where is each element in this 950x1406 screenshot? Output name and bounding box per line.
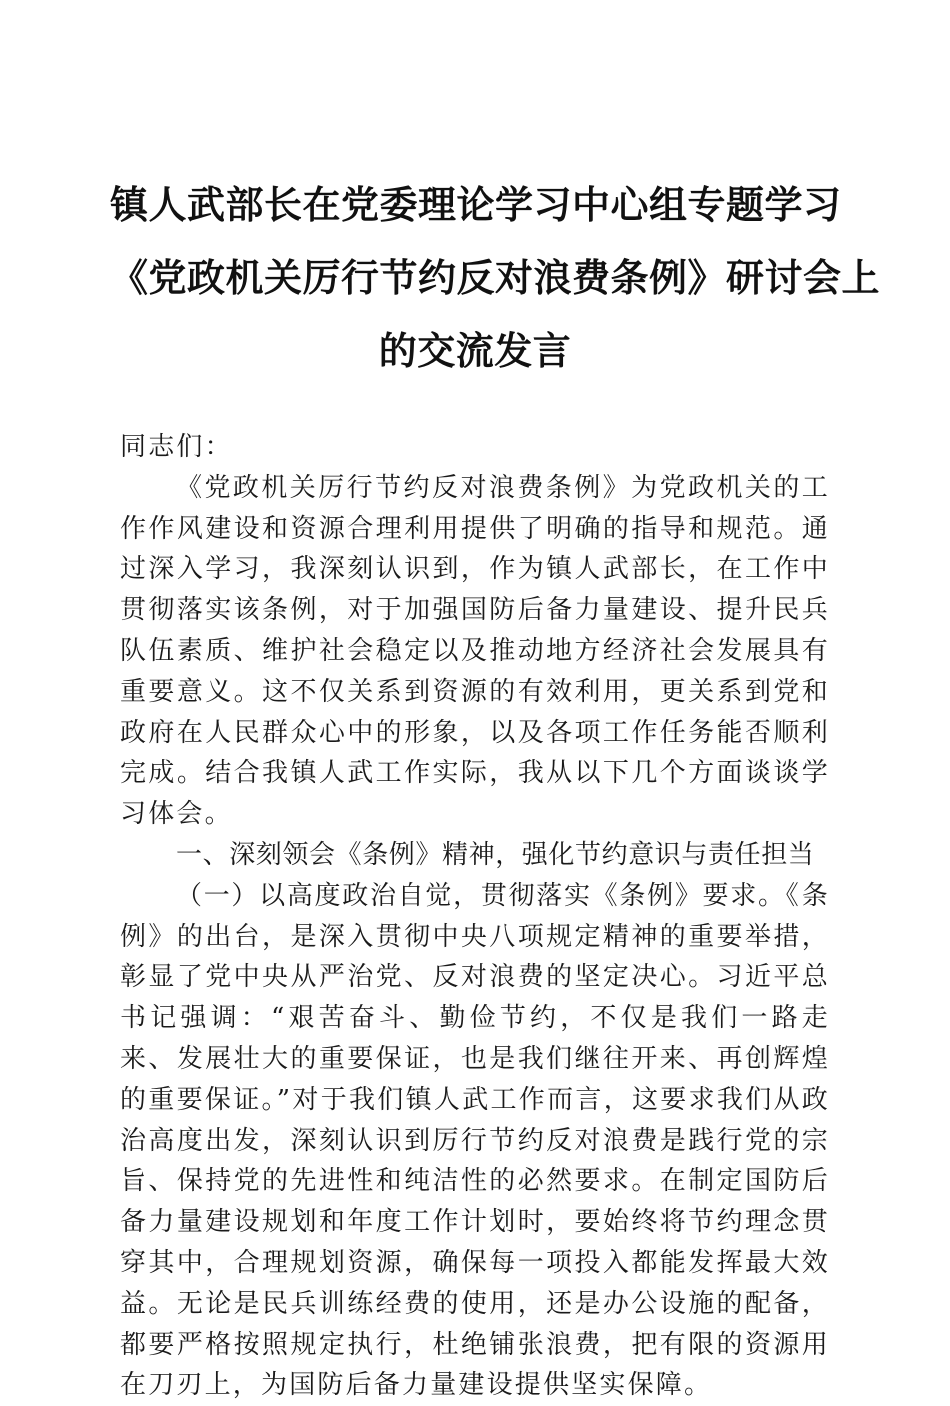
salutation: 同志们：	[120, 432, 233, 462]
title-line-3: 的交流发言	[378, 328, 572, 373]
section-heading-1: 一、深刻领会《条例》精神，强化节约意识与责任担当	[176, 839, 815, 870]
title-line-1: 镇人武部长在党委理论学习中心组专题学习	[110, 182, 842, 227]
subsection-heading-1: （一）以高度政治自觉，贯彻落实《条例》要求。	[176, 880, 786, 911]
title-line-2: 《党政机关厉行节约反对浪费条例》研讨会上	[110, 255, 881, 300]
subsection-paragraph-1	[120, 876, 830, 1406]
document-title	[110, 168, 881, 387]
subsection-text-1: 《条例》的出台，是深入贯彻中央八项规定精神的重要举措，彰显了党中央从严治党、反对浪费的坚定决心。习近平总书记强调：“艰苦奋斗、勤俭节约，不仅是我们一路走来、发展壮大的重要保证，也是我们继往开来、再创辉煌的重要保证。”对于我们镇人武工作而言，这要求我们从政治高度出发，深刻认识到厉行节约反对浪费是践行党的宗旨、保持党的先进性和纯洁性的必然要求。在制定国防后备力量建设规划和年度工作计划时，要始终将节约理念贯穿其中，合理规划资源，确保每一项投入都能发挥最大效益。无论是民兵训练经费的使用，还是办公设施的配备，都要严格按照规定执行，杜绝铺张浪费，把有限的资源用在刀刃上，为国防后备力量建设提供坚实保障。	[120, 880, 831, 1401]
document-body	[120, 427, 830, 1406]
intro-paragraph: 《党政机关厉行节约反对浪费条例》为党政机关的工作作风建设和资源合理利用提供了明确的指导和规范。通过深入学习，我深刻认识到，作为镇人武部长，在工作中贯彻落实该条例，对于加强国防后备力量建设、提升民兵队伍素质、维护社会稳定以及推动地方经济社会发展具有重要意义。这不仅关系到资源的有效利用，更关系到党和政府在人民群众心中的形象，以及各项工作任务能否顺利完成。结合我镇人武工作实际，我从以下几个方面谈谈学习体会。	[120, 472, 830, 830]
